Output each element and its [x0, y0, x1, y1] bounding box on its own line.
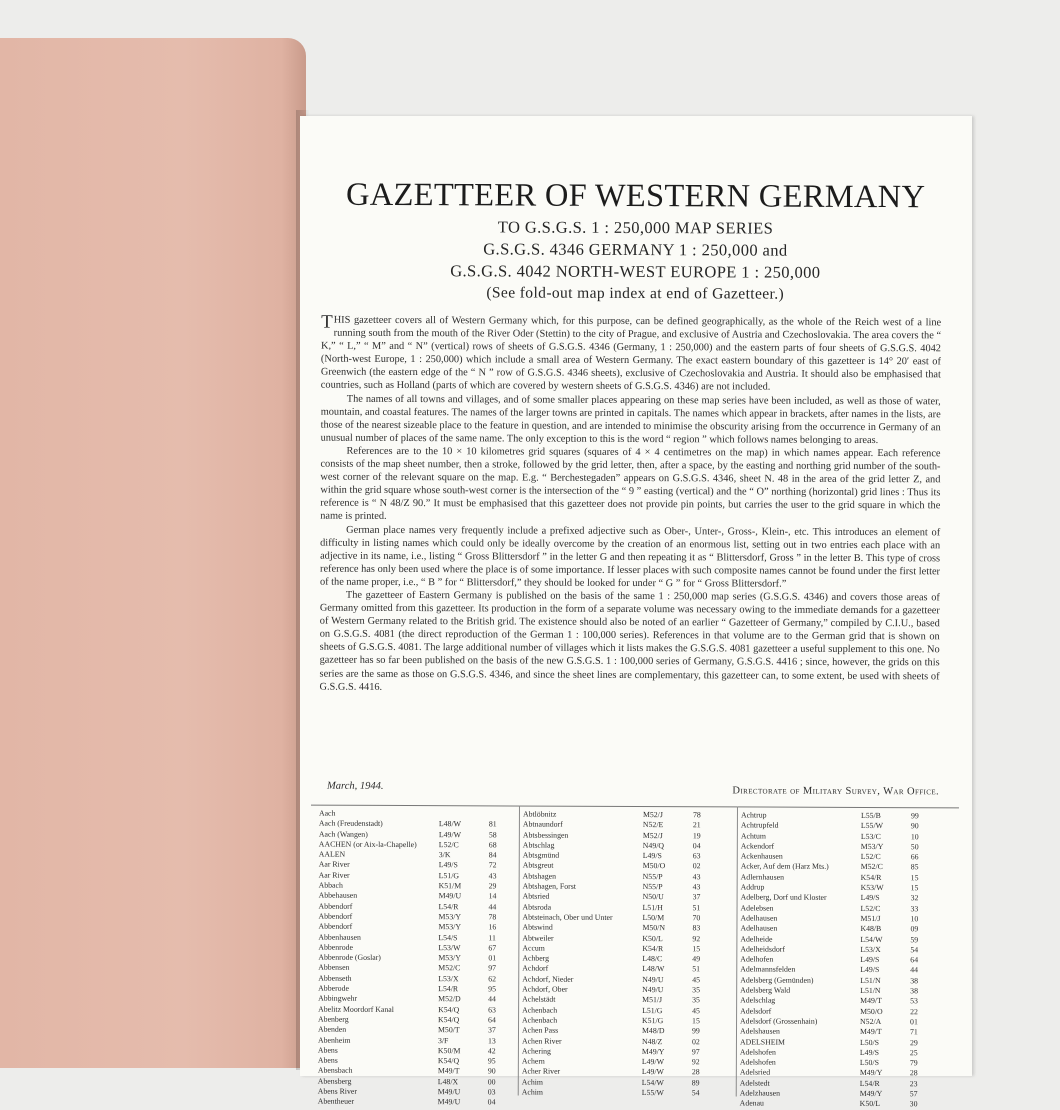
place-name: Abelitz Moordorf Kanal [318, 1004, 394, 1014]
sheet-reference: K54/Q [438, 1004, 460, 1014]
grid-number: 13 [487, 1035, 496, 1045]
grid-number: 84 [488, 850, 497, 860]
sheet-reference: M52/D [438, 994, 461, 1004]
sheet-reference: K54/Q [437, 1056, 460, 1066]
place-name: Acker, Auf dem (Harz Mts.) [740, 861, 829, 872]
page-content [296, 115, 972, 1109]
place-name: Adelmannsfelden [740, 964, 796, 975]
sheet-reference: N55/P [642, 871, 663, 881]
place-name: Abtsroda [522, 902, 552, 912]
sheet-reference: L53/X [860, 944, 881, 954]
grid-number: 44 [488, 994, 496, 1004]
place-name: Achenbach [522, 1015, 558, 1025]
sheet-reference: K54/Q [438, 1015, 460, 1025]
grid-number: 43 [692, 872, 701, 882]
place-name: Abensbach [317, 1066, 353, 1076]
place-name: AALEN [318, 849, 346, 859]
grid-number: 25 [909, 1048, 918, 1058]
place-name: Abbenrode (Goslar) [318, 952, 381, 963]
grid-number: 99 [910, 811, 919, 821]
place-name: Abensberg [317, 1076, 352, 1086]
place-name: Abtweiler [522, 933, 554, 943]
subtitle-1: TO G.S.G.S. 1 : 250,000 MAP SERIES [497, 217, 774, 238]
sheet-reference: L50/S [859, 1037, 880, 1047]
grid-number: 10 [910, 914, 919, 924]
sheet-reference: M49/Y [859, 1089, 883, 1099]
grid-number: 45 [692, 1005, 700, 1015]
grid-number: 02 [691, 1036, 700, 1046]
grid-number: 15 [692, 1016, 700, 1026]
sheet-reference: L49/S [438, 860, 458, 870]
sheet-reference: K48/B [860, 924, 882, 934]
grid-number: 44 [488, 902, 497, 912]
sheet-reference: M52/C [860, 862, 883, 872]
sheet-reference: M52/C [438, 963, 461, 973]
sheet-reference: M49/T [437, 1066, 460, 1076]
place-name: Adelhausen [740, 913, 778, 923]
grid-number: 90 [487, 1066, 496, 1076]
place-name: Achern [521, 1056, 545, 1066]
grid-number: 00 [487, 1077, 496, 1087]
place-name: Adelsdorf [740, 1006, 772, 1016]
place-name: Abbendorf [318, 901, 353, 911]
sheet-reference: L48/C [642, 954, 663, 964]
sheet-reference: L54/W [860, 934, 883, 944]
grid-number: 92 [692, 933, 701, 943]
sheet-reference: N55/P [642, 882, 663, 892]
place-name: Abtshagen, Forst [522, 881, 576, 891]
place-name: Achim [521, 1087, 543, 1097]
sheet-reference: K50/L [642, 933, 663, 943]
subtitle-3: G.S.G.S. 4042 NORTH-WEST EUROPE 1 : 250,000 [450, 261, 821, 282]
sheet-reference: K54/R [642, 943, 664, 953]
index-entry [318, 1097, 514, 1108]
grid-number: 35 [692, 995, 700, 1005]
place-name: Abbenhausen [318, 932, 361, 942]
sheet-reference: M50/N [642, 923, 666, 933]
sheet-reference: L51/H [642, 902, 663, 912]
sheet-reference: M50/O [860, 1006, 883, 1016]
sheet-reference: N52/A [860, 1016, 882, 1027]
place-name: Achtrupfeld [740, 820, 779, 830]
sheet-reference: M52/J [642, 810, 663, 820]
place-name: Adelschlag [740, 995, 776, 1005]
sheet-reference: L49/S [859, 1047, 879, 1057]
sheet-reference: L49/S [860, 965, 880, 975]
paragraph: THIS gazetteer covers all of Western Germany which, for this purpose, can be defined geographically, as the whole of the Reich west of a line running south from the mouth of the River Oder (Stettin) to the city of Prague, and exclusive of Austria and Czechoslovakia. The area covers the “ K,” “ L,” “ M” and “ N” (vertical) rows of sheets of G.S.G.S. 4346 (Germany, 1 : 250,000) and the eastern parts of four sheets of G.S.G.S. 4042 (North-west Europe, 1 : 250,000) which include a small area of Western Germany. The exact eastern boundary of this gazetteer is 14° 20′ east of Greenwich (the eastern edge of the “ N ” row of G.S.G.S. 4346 sheets), exclusive of Czechoslovakia and Austria. It should also be emphasised that countries, such as Holland (parts of which are covered by western sheets of G.S.G.S. 4346) are not included. [320, 311, 942, 394]
place-name: Abtschlag [522, 840, 555, 850]
sheet-reference: N49/U [642, 974, 664, 984]
sheet-reference: L54/R [438, 984, 459, 994]
index-column-1 [318, 809, 515, 1108]
sheet-reference: N48/Z [641, 1036, 663, 1046]
sheet-reference: L48/W [642, 964, 665, 974]
sheet-reference: L54/W [641, 1077, 664, 1087]
place-name: Achdorf, Nieder [522, 974, 574, 984]
grid-number: 57 [909, 1089, 918, 1099]
grid-number: 43 [488, 871, 497, 881]
paragraph: The gazetteer of Eastern Germany is published on the basis of the same 1 : 250,000 map series (G.S.G.S. 4346) and covers those areas of Germany omitted from this gazetteer. Its production in the form of a separate volume was necessary owing to the immediate demands for a gazetteer of Western Germany related to the British grid. The existence should also be noted of an earlier “ Gazetteer of Germany,” compiled by C.I.U., based on G.S.G.S. 4081 (the direct reproduction of the German 1 : 100,000 series). References in that volume are to the German grid that is shown on sheets of G.S.G.S. 4081. The large additional number of villages which it lists makes the G.S.G.S. 4081 gazetteer a useful supplement to this one. No gazetteer has so far been published on the basis of the new G.S.G.S. 1 : 100,000 series of Germany, G.S.G.S. 4416 ; since, however, the grids on this series are the same as those on G.S.G.S. 4346, and since the sheet lines are complementary, this gazetteer can, to some extent, be used with sheets of G.S.G.S. 4416. [319, 589, 940, 693]
grid-number: 37 [487, 1025, 496, 1035]
grid-number: 45 [692, 975, 701, 985]
grid-number: 01 [488, 953, 497, 963]
grid-number: 54 [910, 945, 919, 955]
sheet-reference: L53/X [438, 973, 459, 983]
place-name: Achtum [740, 831, 767, 841]
grid-number: 58 [488, 829, 497, 839]
sheet-reference: M49/T [859, 1027, 882, 1037]
sheet-reference: K53/W [860, 883, 884, 893]
subtitle-2: G.S.G.S. 4346 GERMANY 1 : 250,000 and [483, 239, 788, 260]
place-name: Achering [521, 1046, 551, 1056]
place-name: Ackendorf [740, 841, 775, 851]
place-name: Abens [317, 1055, 338, 1065]
grid-number: 04 [692, 841, 701, 851]
grid-number: 28 [909, 1068, 918, 1078]
grid-number: 99 [691, 1026, 700, 1036]
place-name: Achberg [522, 953, 550, 963]
sheet-reference: L49/S [642, 851, 662, 861]
sheet-reference: L52/C [860, 903, 881, 913]
grid-number: 66 [910, 852, 919, 862]
place-name: Aach (Wangen) [318, 829, 368, 839]
place-name: Achen River [521, 1036, 562, 1046]
grid-number: 92 [691, 1057, 700, 1067]
grid-number: 32 [910, 893, 919, 903]
place-name: Abtsteinach, Ober und Unter [522, 912, 613, 922]
sheet-reference: L49/W [641, 1057, 664, 1067]
place-name: Adelberg, Dorf und Kloster [740, 892, 827, 903]
place-name: Adelsdorf (Grossenhain) [740, 1016, 818, 1026]
sheet-reference: L52/C [860, 852, 881, 862]
place-name: Achelstädt [522, 994, 556, 1005]
sheet-reference: L53/W [438, 943, 461, 953]
grid-number: 79 [909, 1058, 918, 1068]
place-name: Adelsried [739, 1067, 771, 1078]
place-name: Abtsgmünd [522, 850, 560, 860]
sheet-reference: L49/S [860, 893, 880, 903]
sheet-reference: M53/Y [438, 922, 462, 932]
sheet-reference: L55/W [860, 821, 884, 831]
grid-number: 49 [692, 954, 701, 964]
grid-number: 72 [488, 860, 497, 870]
sheet-reference: N52/E [642, 820, 664, 830]
place-name: Adenau [739, 1098, 764, 1108]
index-column-2 [522, 810, 719, 1099]
grid-number: 44 [910, 965, 919, 975]
grid-number: 02 [692, 861, 701, 871]
sheet-reference: M52/J [642, 830, 663, 840]
place-name: Abtlöbnitz [522, 809, 557, 819]
place-name: Abbensen [318, 963, 350, 973]
grid-number: 90 [910, 821, 919, 831]
sheet-reference: L48/X [437, 1076, 459, 1086]
grid-number: 38 [910, 975, 919, 985]
place-name: Adelheidsdorf [740, 944, 785, 954]
grid-number: 54 [691, 1088, 700, 1098]
grid-number: 97 [691, 1047, 700, 1057]
sheet-reference: L53/C [860, 831, 881, 841]
place-name: Abtsried [522, 891, 550, 902]
signature-line [319, 781, 939, 800]
place-name: Adelstedt [739, 1078, 770, 1088]
page-title: GAZETTEER OF WESTERN GERMANY [345, 176, 926, 216]
sheet-reference: K51/M [438, 881, 462, 891]
grid-number: 01 [910, 1017, 918, 1027]
place-name: Abens [317, 1045, 338, 1055]
place-name: Abbingwehr [318, 993, 358, 1004]
grid-number: 85 [910, 862, 919, 872]
grid-number: 37 [692, 892, 701, 902]
grid-number: 03 [487, 1087, 496, 1097]
grid-number: 63 [488, 1005, 496, 1015]
grid-number: 15 [910, 872, 919, 883]
place-name: Adelheide [740, 934, 773, 944]
sheet-reference: N49/Q [642, 840, 665, 851]
sheet-reference: L51/N [860, 975, 881, 985]
sheet-reference: K54/R [860, 872, 882, 882]
sheet-reference: 3/F [437, 1035, 449, 1045]
sheet-reference: M50/O [642, 861, 666, 871]
place-name: Abberode [318, 983, 349, 993]
place-name: Achenbach [522, 1005, 558, 1015]
sheet-reference: L48/W [438, 819, 462, 829]
place-name: Achdorf, Ober [522, 984, 568, 994]
sheet-reference: N50/U [642, 892, 664, 902]
grid-number: 97 [488, 963, 497, 973]
grid-number: 83 [692, 923, 701, 933]
place-name: Aach [318, 808, 336, 818]
sheet-reference: L50/S [859, 1058, 879, 1068]
grid-number: 81 [488, 819, 497, 829]
grid-number: 28 [691, 1067, 700, 1077]
grid-number: 62 [488, 974, 497, 984]
sheet-reference: 3/K [438, 850, 451, 860]
sheet-reference: M51/J [642, 995, 663, 1005]
grid-number: 70 [692, 913, 701, 923]
grid-number: 43 [692, 882, 701, 892]
grid-number: 89 [691, 1077, 700, 1088]
grid-number: 63 [692, 851, 701, 861]
sheet-reference: L49/W [641, 1067, 664, 1077]
place-name: Adelshofen [739, 1047, 776, 1057]
grid-number: 95 [488, 984, 497, 994]
sheet-reference: M51/J [860, 913, 881, 924]
grid-number: 64 [488, 1015, 496, 1025]
place-name: Abbach [318, 880, 343, 890]
sheet-reference: L54/S [438, 932, 458, 942]
grid-number: 78 [488, 912, 497, 922]
place-name: Accum [522, 943, 545, 953]
grid-number: 23 [909, 1078, 918, 1088]
grid-number: 22 [910, 1006, 918, 1016]
sheet-reference: L52/C [438, 840, 459, 850]
place-name: Aar River [318, 860, 350, 870]
sheet-reference: K50/L [859, 1099, 881, 1109]
sheet-reference: M53/Y [860, 841, 884, 851]
place-name: Abenheim [317, 1035, 351, 1045]
grid-number: 42 [487, 1046, 496, 1056]
sheet-reference: N49/U [642, 985, 664, 995]
sheet-reference: L51/G [438, 870, 460, 881]
grid-number: 51 [692, 902, 701, 912]
sheet-reference: L51/G [642, 1005, 663, 1015]
sheet-reference: K50/M [437, 1045, 461, 1056]
grid-number: 21 [692, 820, 701, 830]
place-name: Abbendorf [318, 921, 353, 932]
sheet-reference: L55/B [860, 810, 881, 821]
date: March, 1944. [327, 780, 384, 792]
sheet-reference: L55/W [641, 1088, 664, 1098]
place-name: Adlernhausen [740, 872, 785, 882]
sheet-reference: M49/U [438, 891, 462, 901]
sheet-reference: L49/S [860, 955, 880, 965]
place-name: Aach (Freudenstadt) [318, 818, 383, 829]
place-name: Abtsbessingen [522, 830, 569, 840]
place-name: Abbenseth [318, 973, 352, 983]
place-name: Adelhofen [740, 954, 774, 964]
place-name: Adelhausen [740, 923, 778, 933]
place-name: Achen Pass [521, 1025, 559, 1035]
place-name: Adelshausen [739, 1026, 780, 1036]
place-name: Adelsberg Wald [740, 985, 791, 995]
place-name: Abtshagen [522, 871, 557, 881]
place-name: Adelshofen [739, 1057, 776, 1067]
place-name: Acher River [521, 1066, 561, 1077]
place-name: Adelsberg (Gemünden) [740, 975, 814, 985]
index-entry [740, 1099, 936, 1110]
intro-text [319, 311, 942, 696]
place-name: Abtnaundorf [522, 819, 563, 829]
place-name: Abbenrode [318, 942, 354, 952]
grid-number: 71 [909, 1027, 918, 1037]
place-name: Adelebsen [740, 903, 774, 913]
grid-number: 19 [692, 830, 701, 840]
place-name: Aar River [318, 870, 350, 880]
grid-number: 11 [488, 932, 496, 942]
paragraph: German place names very frequently include a prefixed adjective such as Ober-, Unter-, Gross-, Klein-, etc. This introduces an element of difficulty in listing names which could only be ideally overcome by the creation of an enormous list, setting out in two entries each place with an adjective in its name, i.e., listing “ Gross Blittersdorf ” in the letter G and then repeating it as “ Blittersdorf, Gross ” in the letter B. This type of cross reference has only been used where the place is of some importance. If lesser places with such composite names cannot be found under the first letter of the name proper, i.e., “ B ” for “ Blittersdorf,” they should be looked for under “ G ” for “ Gross Blittersdorf.” [319, 524, 941, 590]
paragraph: The names of all towns and villages, and of some smaller places appearing on these map series have been included, as well as those of water, mountain, and coastal features. The names of the larger towns are printed in capitals. The names which appear in brackets, after names in the lists, are those of the nearest sizeable place to the feature in question, and are intended to minimise the obscurity arising from the occurrence in Germany of an unusual number of places of the same name. The only exception to this is the word “ region ” which follows names belonging to areas. [320, 393, 941, 446]
sheet-reference: L51/N [860, 986, 881, 996]
place-name: Abens River [317, 1086, 357, 1096]
sheet-reference: K51/G [642, 1015, 664, 1026]
place-name: ADELSHEIM [739, 1036, 786, 1047]
subtitle-4: (See fold-out map index at end of Gazetteer.) [486, 284, 785, 303]
grid-number: 29 [909, 1037, 918, 1047]
sheet-reference: M49/U [437, 1097, 461, 1107]
grid-number: 15 [910, 883, 919, 893]
grid-number: 38 [910, 986, 919, 996]
sheet-reference: L49/W [438, 829, 461, 839]
place-name: AACHEN (or Aix-la-Chapelle) [318, 839, 417, 849]
place-name: Achdorf [522, 963, 549, 974]
sheet-reference: L50/M [642, 913, 665, 923]
place-name: Abbehausen [318, 890, 358, 901]
place-name: Ackenhausen [740, 851, 783, 861]
sheet-reference: L54/R [859, 1078, 880, 1088]
grid-number: 64 [910, 955, 919, 965]
sheet-reference: M53/Y [438, 953, 461, 963]
grid-number: 68 [488, 840, 497, 850]
index-column-3 [740, 810, 937, 1109]
sheet-reference: M49/T [860, 996, 882, 1006]
place-name: Abentheuer [317, 1096, 355, 1107]
pink-cover [0, 38, 306, 1068]
place-name: Abenberg [318, 1014, 349, 1024]
paragraph: References are to the 10 × 10 kilometres grid squares (squares of 4 × 4 centimetres on the map) in which names appear. Each reference consists of the map sheet number, then a stroke, followed by the grid letter, then, after a space, by the easting and northing grid number of the south-west corner of the relevant square on the map. E.g. “ Berchestegaden” appears on G.S.G.S. 4346, sheet N. 48 in the area of the grid letter Z, and within the grid square whose south-west corner is the intersection of the “ 9 ” easting (vertical) and the “ O” northing (horizontal) grid lines : Thus its reference is “ N 48/Z 90.” It must be emphasised that this gazetteer does not provide pin points, but carries the user to the grid square in which the name is printed. [320, 445, 941, 523]
grid-number: 67 [488, 943, 497, 953]
place-name: Addrup [740, 882, 765, 892]
place-name: Abtsgreut [522, 860, 554, 871]
grid-number: 35 [692, 985, 701, 995]
sheet-reference: M50/T [437, 1025, 460, 1035]
grid-number: 33 [910, 903, 919, 913]
place-name: Abtswind [522, 922, 553, 932]
grid-number: 29 [488, 881, 497, 891]
place-name: Achtrup [740, 810, 767, 820]
grid-number: 59 [910, 934, 919, 944]
sheet-reference: M53/Y [438, 912, 462, 922]
grid-number: 10 [910, 831, 919, 841]
index-entry [522, 1088, 718, 1099]
place-name: Abbendorf [318, 911, 353, 921]
document-page [300, 116, 972, 1109]
grid-number: 50 [910, 842, 919, 852]
sheet-reference: M49/U [437, 1087, 461, 1097]
grid-number: 15 [692, 944, 701, 954]
place-name: Achim [521, 1077, 544, 1087]
grid-number: 16 [488, 922, 497, 932]
grid-number: 14 [488, 891, 497, 901]
sheet-reference: L54/R [438, 901, 459, 911]
grid-number: 95 [487, 1056, 496, 1066]
place-name: Adelzhausen [739, 1088, 781, 1098]
signatory: Directorate of Military Survey, War Office. [732, 785, 940, 798]
place-name: Abenden [317, 1024, 347, 1034]
grid-number: 78 [692, 810, 701, 820]
sheet-reference: M48/D [641, 1026, 665, 1036]
grid-number: 51 [692, 964, 701, 974]
grid-number: 09 [910, 924, 919, 934]
grid-number: 53 [910, 996, 918, 1006]
grid-number: 04 [487, 1097, 496, 1107]
sheet-reference: M49/Y [641, 1046, 665, 1056]
sheet-reference: M49/Y [859, 1068, 883, 1078]
grid-number: 30 [909, 1099, 918, 1109]
